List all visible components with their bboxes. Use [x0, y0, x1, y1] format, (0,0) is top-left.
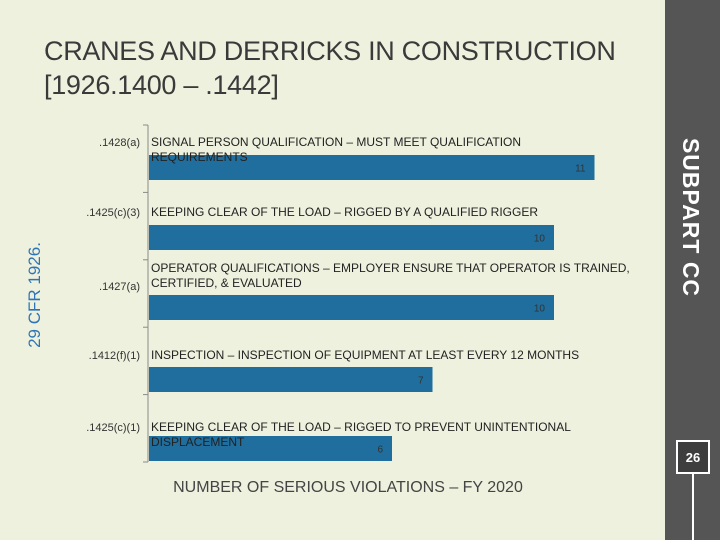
category-description-label: REQUIREMENTS — [151, 150, 248, 164]
bars-group — [86, 135, 630, 461]
slide-title-line2: [1926.1400 – .1442] — [44, 70, 279, 100]
category-code-label: .1428(a) — [99, 137, 140, 149]
subpart-label — [666, 130, 716, 305]
slide-title-line1: CRANES AND DERRICKS IN CONSTRUCTION — [44, 36, 616, 66]
category-description-label: SIGNAL PERSON QUALIFICATION – MUST MEET QUALIFICATION — [151, 135, 522, 149]
category-description-label: DISPLACEMENT — [151, 435, 245, 449]
category-description-label: OPERATOR QUALIFICATIONS – EMPLOYER ENSURE THAT OPERATOR IS TRAINED, — [151, 261, 630, 275]
cfr-prefix-text: 29 CFR 1926. — [25, 242, 44, 348]
bar — [149, 295, 554, 320]
category-code-label: .1425(c)(1) — [86, 422, 140, 434]
bar — [149, 225, 554, 250]
bar-value-label: 6 — [377, 444, 383, 456]
bar-value-label: 10 — [533, 233, 545, 245]
category-code-label: .1427(a) — [99, 281, 140, 293]
category-description-label: INSPECTION – INSPECTION OF EQUIPMENT AT LEAST EVERY 12 MONTHS — [151, 348, 580, 362]
bar-value-label: 11 — [575, 163, 586, 175]
x-axis-title: NUMBER OF SERIOUS VIOLATIONS – FY 2020 — [173, 479, 523, 496]
category-axis-ticks — [143, 125, 148, 462]
category-description-label: CERTIFIED, & EVALUATED — [151, 276, 302, 290]
page-badge-line — [692, 474, 694, 540]
subpart-label-text: SUBPART CC — [678, 137, 705, 298]
category-code-label: .1412(f)(1) — [88, 350, 140, 362]
category-description-label: KEEPING CLEAR OF THE LOAD – RIGGED TO PREVENT UNINTENTIONAL — [151, 420, 571, 434]
bar-value-label: 10 — [533, 303, 545, 315]
page-number-badge: 26 — [676, 440, 710, 474]
category-description-label: KEEPING CLEAR OF THE LOAD – RIGGED BY A QUALIFIED RIGGER — [151, 205, 538, 219]
category-code-label: .1425(c)(3) — [86, 207, 140, 219]
bar-value-label: 7 — [417, 375, 424, 387]
bar — [149, 367, 433, 392]
